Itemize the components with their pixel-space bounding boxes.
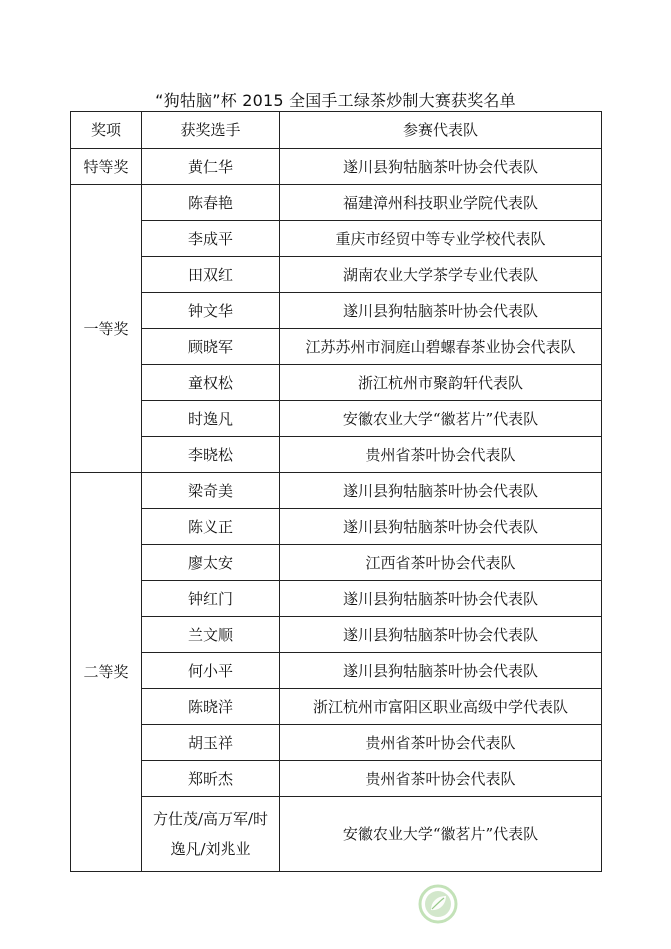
table-row xyxy=(71,257,602,293)
team-cell: 浙江杭州市聚韵轩代表队 xyxy=(280,365,602,401)
team-cell: 贵州省茶叶协会代表队 xyxy=(280,725,602,761)
player-cell: 田双红 xyxy=(142,257,280,293)
table-row xyxy=(71,653,602,689)
team-cell: 遂川县狗牯脑茶叶协会代表队 xyxy=(280,509,602,545)
table-row xyxy=(71,365,602,401)
table-row xyxy=(71,329,602,365)
team-cell: 遂川县狗牯脑茶叶协会代表队 xyxy=(280,617,602,653)
player-cell: 钟文华 xyxy=(142,293,280,329)
player-cell: 钟红门 xyxy=(142,581,280,617)
player-cell: 童权松 xyxy=(142,365,280,401)
player-cell: 时逸凡 xyxy=(142,401,280,437)
team-cell: 遂川县狗牯脑茶叶协会代表队 xyxy=(280,653,602,689)
player-cell: 廖太安 xyxy=(142,545,280,581)
player-cell: 梁奇美 xyxy=(142,473,280,509)
team-cell: 安徽农业大学“徽茗片”代表队 xyxy=(280,797,602,872)
team-cell: 贵州省茶叶协会代表队 xyxy=(280,761,602,797)
header-award: 奖项 xyxy=(71,112,142,149)
table-row xyxy=(71,185,602,221)
team-cell: 重庆市经贸中等专业学校代表队 xyxy=(280,221,602,257)
team-cell: 遂川县狗牯脑茶叶协会代表队 xyxy=(280,293,602,329)
award-special: 特等奖 xyxy=(71,149,142,185)
table-row xyxy=(71,437,602,473)
team-cell: 福建漳州科技职业学院代表队 xyxy=(280,185,602,221)
table-row xyxy=(71,581,602,617)
player-cell: 兰文顺 xyxy=(142,617,280,653)
document-title: “狗牯脑”杯 2015 全国手工绿茶炒制大赛获奖名单 xyxy=(155,91,516,110)
table-header-row xyxy=(71,112,602,149)
team-cell: 遂川县狗牯脑茶叶协会代表队 xyxy=(280,581,602,617)
table-row xyxy=(71,689,602,725)
player-cell: 陈晓洋 xyxy=(142,689,280,725)
team-cell: 江西省茶叶协会代表队 xyxy=(280,545,602,581)
table-row xyxy=(71,725,602,761)
player-cell: 黄仁华 xyxy=(142,149,280,185)
table-row xyxy=(71,545,602,581)
player-cell: 陈义正 xyxy=(142,509,280,545)
player-cell: 何小平 xyxy=(142,653,280,689)
player-cell: 李成平 xyxy=(142,221,280,257)
table-row xyxy=(71,293,602,329)
player-cell: 李晓松 xyxy=(142,437,280,473)
team-cell: 湖南农业大学茶学专业代表队 xyxy=(280,257,602,293)
table-row xyxy=(71,149,602,185)
tea-leaf-logo-icon xyxy=(418,884,458,924)
player-cell: 陈春艳 xyxy=(142,185,280,221)
table-row xyxy=(71,509,602,545)
table-row xyxy=(71,617,602,653)
table-row xyxy=(71,221,602,257)
table-row xyxy=(71,473,602,509)
team-cell: 江苏苏州市洞庭山碧螺春茶业协会代表队 xyxy=(280,329,602,365)
team-cell: 遂川县狗牯脑茶叶协会代表队 xyxy=(280,473,602,509)
player-cell: 郑昕杰 xyxy=(142,761,280,797)
award-first: 一等奖 xyxy=(71,185,142,473)
header-team: 参赛代表队 xyxy=(280,112,602,149)
player-cell-multi: 方仕茂/高万军/时逸凡/刘兆业 xyxy=(142,797,280,872)
team-cell: 贵州省茶叶协会代表队 xyxy=(280,437,602,473)
table-row xyxy=(71,797,602,872)
player-cell: 胡玉祥 xyxy=(142,725,280,761)
player-cell: 顾晓军 xyxy=(142,329,280,365)
team-cell: 安徽农业大学“徽茗片”代表队 xyxy=(280,401,602,437)
team-cell: 浙江杭州市富阳区职业高级中学代表队 xyxy=(280,689,602,725)
award-second: 二等奖 xyxy=(71,473,142,872)
table-row xyxy=(71,401,602,437)
table-row xyxy=(71,761,602,797)
team-cell: 遂川县狗牯脑茶叶协会代表队 xyxy=(280,149,602,185)
header-player: 获奖选手 xyxy=(142,112,280,149)
awards-table xyxy=(70,111,602,872)
